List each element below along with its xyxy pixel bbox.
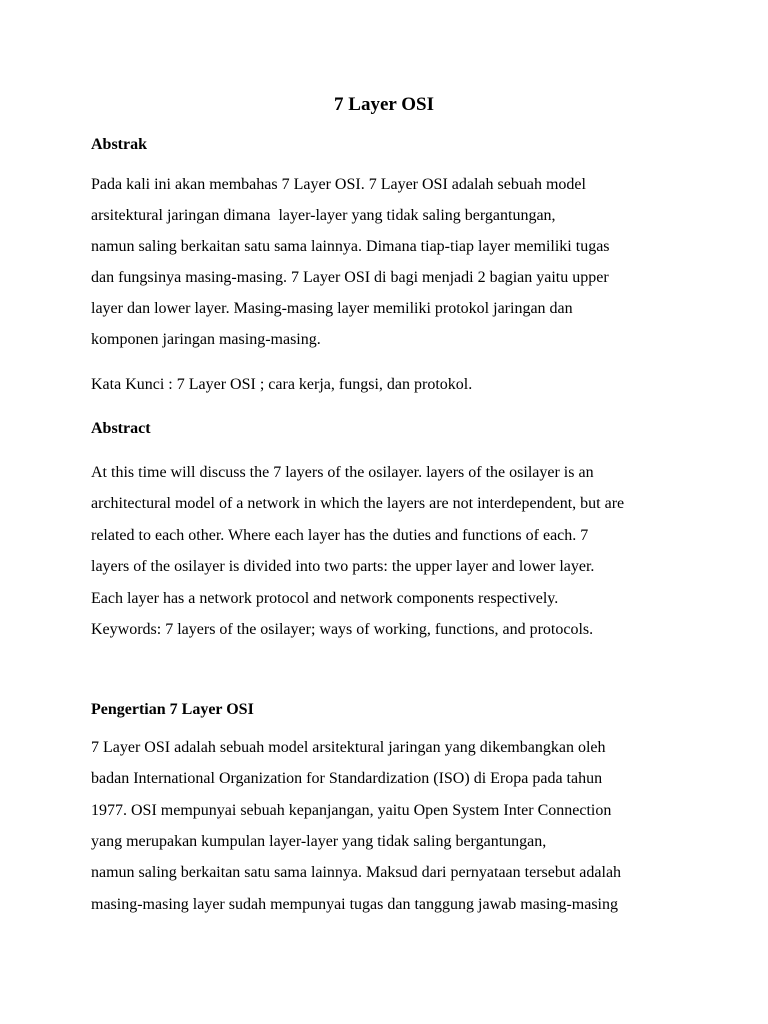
abstract-line: architectural model of a network in which the layers are not interdependent, but are: [91, 495, 625, 512]
abstrak-line: layer dan lower layer. Masing-masing layer memiliki protokol jaringan dan: [91, 300, 573, 317]
abstrak-line: dan fungsinya masing-masing. 7 Layer OSI di bagi menjadi 2 bagian yaitu upper: [91, 269, 609, 286]
pengertian-line: yang merupakan kumpulan layer-layer yang tidak saling bergantungan,: [91, 833, 547, 850]
abstrak-line: komponen jaringan masing-masing.: [91, 331, 321, 348]
pengertian-line: namun saling berkaitan satu sama lainnya. Maksud dari pernyataan tersebut adalah: [91, 864, 622, 881]
pengertian-line: 1977. OSI mempunyai sebuah kepanjangan, yaitu Open System Inter Connection: [91, 802, 612, 819]
abstrak-keywords: Kata Kunci : 7 Layer OSI ; cara kerja, fungsi, dan protokol.: [91, 376, 473, 393]
abstract-heading: Abstract: [91, 420, 151, 437]
abstract-line: layers of the osilayer is divided into two parts: the upper layer and lower layer.: [91, 558, 595, 575]
abstrak-line: Pada kali ini akan membahas 7 Layer OSI. 7 Layer OSI adalah sebuah model: [91, 176, 586, 193]
abstract-line: related to each other. Where each layer has the duties and functions of each. 7: [91, 527, 589, 544]
pengertian-line: masing-masing layer sudah mempunyai tugas dan tanggung jawab masing-masing: [91, 896, 618, 913]
document-title: 7 Layer OSI: [334, 94, 434, 115]
abstract-keywords: Keywords: 7 layers of the osilayer; ways of working, functions, and protocols.: [91, 621, 594, 638]
pengertian-heading: Pengertian 7 Layer OSI: [91, 701, 254, 718]
pengertian-line: badan International Organization for Standardization (ISO) di Eropa pada tahun: [91, 770, 603, 787]
abstract-line: Each layer has a network protocol and network components respectively.: [91, 590, 559, 607]
abstrak-line: namun saling berkaitan satu sama lainnya. Dimana tiap-tiap layer memiliki tugas: [91, 238, 610, 255]
abstract-line: At this time will discuss the 7 layers of the osilayer. layers of the osilayer is an: [91, 464, 594, 481]
abstrak-line: arsitektural jaringan dimana layer-layer yang tidak saling bergantungan,: [91, 207, 556, 224]
abstrak-heading: Abstrak: [91, 136, 148, 153]
pengertian-line: 7 Layer OSI adalah sebuah model arsitektural jaringan yang dikembangkan oleh: [91, 739, 606, 756]
